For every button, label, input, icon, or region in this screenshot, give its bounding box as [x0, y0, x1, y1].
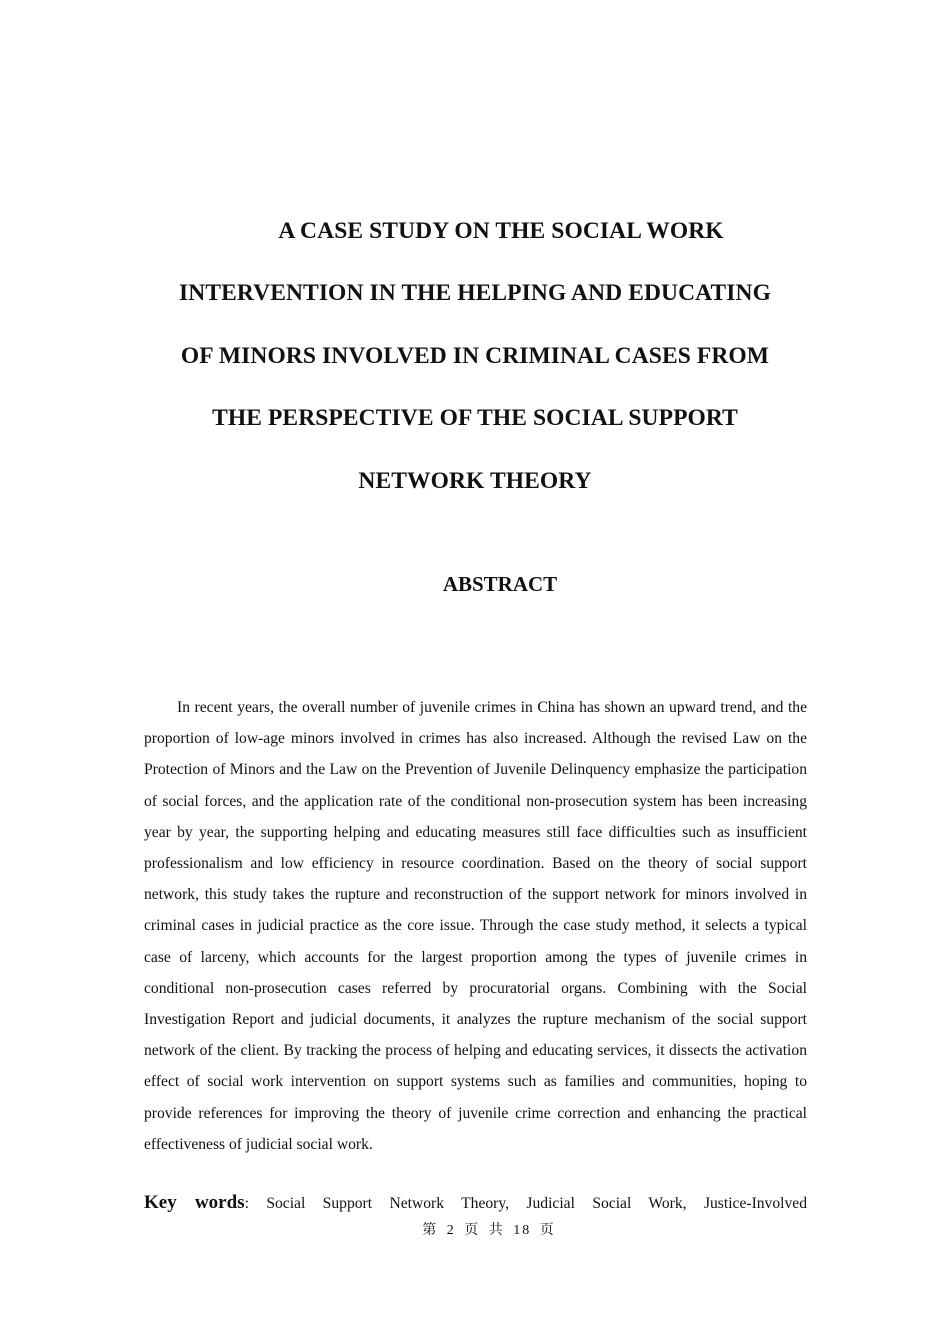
title-line-2: INTERVENTION IN THE HELPING AND EDUCATING [179, 280, 771, 307]
abstract-body: In recent years, the overall number of juvenile crimes in China has shown an upward trend, and the proportion of low-age minors involved in crimes has also increased. Although the revised Law on the Protection of Minors and the Law on the Prevention of Juvenile Delinquency emphasize the participation of social forces, and the application rate of the conditional non-prosecution system has been increasing year by year, the supporting helping and educating measures still face difficulties such as insufficient professionalism and low efficiency in resource coordination. Based on the theory of social support network, this study takes the rupture and reconstruction of the support network for minors involved in criminal cases in judicial practice as the core issue. Through the case study method, it selects a typical case of larceny, which accounts for the largest proportion among the types of juvenile crimes in conditional non-prosecution cases referred by procuratorial organs. Combining with the Social Investigation Report and judicial documents, it analyzes the rupture mechanism of the social support network of the client. By tracking the process of helping and educating services, it dissects the activation effect of social work intervention on support systems such as families and communities, hoping to provide references for improving the theory of juvenile crime correction and enhancing the practical effectiveness of judicial social work. [144, 699, 807, 1153]
title-line-5: NETWORK THEORY [358, 467, 592, 494]
paper-title [145, 200, 805, 512]
keywords-separator: : [244, 1195, 249, 1212]
keywords-line [144, 1187, 807, 1219]
page-number-footer: 第 2 页 共 18 页 [422, 1223, 556, 1238]
keywords-label: Key words [144, 1192, 245, 1213]
title-line-1: A CASE STUDY ON THE SOCIAL WORK [278, 218, 724, 244]
title-line-3: OF MINORS INVOLVED IN CRIMINAL CASES FROM [180, 342, 770, 369]
abstract-heading: ABSTRACT [442, 572, 558, 596]
keywords-text: Social Support Network Theory, Judicial Social Work, Justice-Involved [266, 1195, 807, 1212]
title-line-4: THE PERSPECTIVE OF THE SOCIAL SUPPORT [212, 405, 738, 432]
